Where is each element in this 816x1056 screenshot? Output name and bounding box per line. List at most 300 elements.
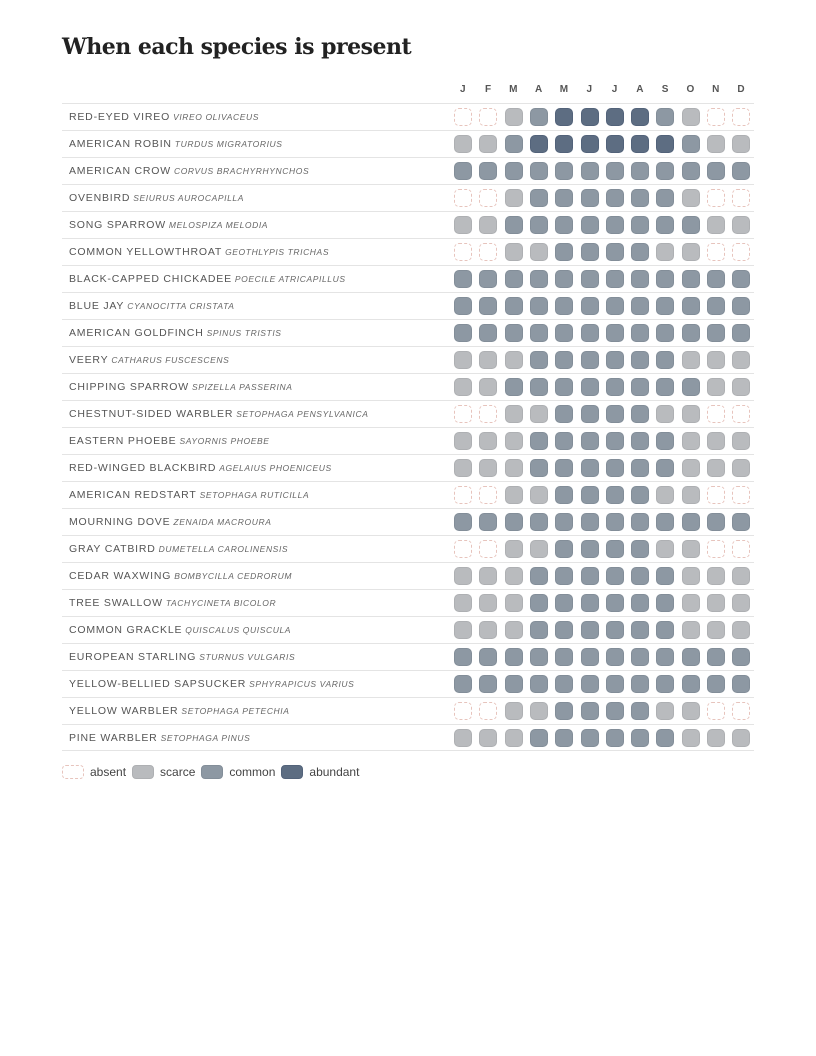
presence-cell-common <box>707 324 725 342</box>
presence-cell-common <box>606 351 624 369</box>
month-label: D <box>737 84 746 95</box>
species-row <box>62 508 754 535</box>
presence-cell-scarce <box>530 243 548 261</box>
presence-cell-scarce <box>454 729 472 747</box>
presence-cell-common <box>631 621 649 639</box>
presence-cell-common <box>656 162 674 180</box>
presence-cell-scarce <box>707 216 725 234</box>
presence-cell-scarce <box>732 567 750 585</box>
presence-cell-common <box>656 189 674 207</box>
presence-cell-scarce <box>682 108 700 126</box>
presence-cell-common <box>606 189 624 207</box>
species-label <box>69 482 309 508</box>
presence-cell-scarce <box>530 702 548 720</box>
presence-cell-scarce <box>682 459 700 477</box>
presence-cell-common <box>530 351 548 369</box>
species-scientific-name: STURNUS VULGARIS <box>199 652 296 662</box>
presence-cell-common <box>606 162 624 180</box>
species-row <box>62 427 754 454</box>
presence-cell-common <box>606 324 624 342</box>
presence-cell-common <box>631 567 649 585</box>
presence-cell-common <box>606 621 624 639</box>
presence-cell-scarce <box>732 459 750 477</box>
presence-cell-absent <box>454 486 472 504</box>
presence-cell-absent <box>732 486 750 504</box>
presence-cell-common <box>732 513 750 531</box>
presence-cell-common <box>631 648 649 666</box>
month-label: A <box>636 84 644 95</box>
presence-cell-common <box>707 297 725 315</box>
presence-cell-common <box>606 432 624 450</box>
presence-cell-common <box>606 486 624 504</box>
presence-cell-common <box>555 702 573 720</box>
presence-cell-absent <box>707 108 725 126</box>
presence-cell-common <box>530 270 548 288</box>
presence-cell-scarce <box>505 567 523 585</box>
species-common-name: BLUE JAY <box>69 300 125 312</box>
presence-cell-absent <box>707 540 725 558</box>
presence-cell-common <box>530 621 548 639</box>
species-scientific-name: POECILE ATRICAPILLUS <box>234 274 346 284</box>
presence-cell-absent <box>454 243 472 261</box>
presence-cell-common <box>555 243 573 261</box>
species-common-name: COMMON YELLOWTHROAT <box>69 246 223 258</box>
species-label <box>69 266 346 292</box>
species-row <box>62 238 754 265</box>
species-row <box>62 346 754 373</box>
legend-item-scarce <box>132 763 195 781</box>
presence-cell-scarce <box>656 405 674 423</box>
presence-cell-common <box>631 513 649 531</box>
presence-cell-scarce <box>707 432 725 450</box>
presence-cell-scarce <box>505 243 523 261</box>
legend-label: absent <box>90 764 127 779</box>
presence-cell-common <box>505 513 523 531</box>
species-common-name: AMERICAN ROBIN <box>69 138 172 150</box>
presence-cell-scarce <box>454 621 472 639</box>
presence-cell-common <box>454 297 472 315</box>
presence-cell-common <box>454 162 472 180</box>
legend-label: scarce <box>160 764 196 779</box>
species-scientific-name: SEIURUS AUROCAPILLA <box>133 193 245 203</box>
presence-cell-common <box>555 432 573 450</box>
species-label <box>69 131 283 157</box>
presence-cell-common <box>581 162 599 180</box>
legend-swatch <box>62 765 84 779</box>
species-scientific-name: BOMBYCILLA CEDRORUM <box>174 571 293 581</box>
presence-cell-common <box>581 216 599 234</box>
chart-title: When each species is present <box>62 34 412 60</box>
presence-cell-scarce <box>656 243 674 261</box>
species-label <box>69 401 368 427</box>
presence-cell-common <box>530 432 548 450</box>
presence-cell-absent <box>732 702 750 720</box>
presence-cell-scarce <box>732 135 750 153</box>
month-label: A <box>535 84 543 95</box>
presence-cell-common <box>606 378 624 396</box>
species-common-name: EASTERN PHOEBE <box>69 435 177 447</box>
species-label <box>69 509 271 535</box>
legend-swatch <box>132 765 154 779</box>
presence-cell-common <box>631 270 649 288</box>
presence-cell-scarce <box>530 540 548 558</box>
month-label: M <box>559 84 569 95</box>
presence-cell-scarce <box>707 567 725 585</box>
presence-cell-abundant <box>555 108 573 126</box>
species-common-name: AMERICAN REDSTART <box>69 489 197 501</box>
presence-cell-common <box>631 675 649 693</box>
presence-cell-scarce <box>454 567 472 585</box>
species-common-name: GRAY CATBIRD <box>69 543 156 555</box>
species-row <box>62 319 754 346</box>
presence-cell-common <box>581 729 599 747</box>
presence-cell-abundant <box>581 135 599 153</box>
species-label <box>69 104 259 130</box>
presence-cell-common <box>656 594 674 612</box>
presence-cell-scarce <box>682 243 700 261</box>
presence-cell-common <box>656 324 674 342</box>
species-row <box>62 724 754 751</box>
species-label <box>69 563 292 589</box>
presence-cell-common <box>631 297 649 315</box>
presence-cell-common <box>505 162 523 180</box>
species-label <box>69 239 329 265</box>
presence-cell-common <box>530 513 548 531</box>
presence-cell-scarce <box>505 621 523 639</box>
presence-cell-common <box>454 270 472 288</box>
species-common-name: BLACK-CAPPED CHICKADEE <box>69 273 232 285</box>
presence-cell-common <box>581 324 599 342</box>
presence-cell-absent <box>454 702 472 720</box>
presence-cell-common <box>682 270 700 288</box>
month-label: J <box>611 84 618 95</box>
presence-cell-common <box>732 270 750 288</box>
presence-cell-common <box>505 270 523 288</box>
presence-cell-common <box>682 324 700 342</box>
presence-cell-common <box>631 459 649 477</box>
species-common-name: EUROPEAN STARLING <box>69 651 197 663</box>
presence-cell-scarce <box>732 432 750 450</box>
presence-cell-common <box>505 648 523 666</box>
presence-cell-common <box>707 513 725 531</box>
month-label: F <box>484 84 492 95</box>
presence-cell-common <box>530 324 548 342</box>
presence-cell-common <box>581 432 599 450</box>
species-scientific-name: MELOSPIZA MELODIA <box>168 220 269 230</box>
presence-cell-common <box>631 405 649 423</box>
presence-cell-scarce <box>479 459 497 477</box>
species-label <box>69 536 288 562</box>
species-scientific-name: TURDUS MIGRATORIUS <box>174 139 283 149</box>
species-common-name: VEERY <box>69 354 109 366</box>
species-row <box>62 454 754 481</box>
presence-cell-common <box>555 324 573 342</box>
presence-cell-common <box>555 459 573 477</box>
presence-cell-common <box>606 567 624 585</box>
presence-cell-scarce <box>479 621 497 639</box>
presence-cell-common <box>479 270 497 288</box>
presence-cell-abundant <box>656 135 674 153</box>
presence-cell-scarce <box>505 108 523 126</box>
presence-cell-common <box>555 729 573 747</box>
presence-cell-scarce <box>707 135 725 153</box>
species-common-name: RED-WINGED BLACKBIRD <box>69 462 217 474</box>
species-scientific-name: CYANOCITTA CRISTATA <box>127 301 235 311</box>
presence-cell-scarce <box>454 351 472 369</box>
presence-cell-scarce <box>732 729 750 747</box>
presence-cell-common <box>682 513 700 531</box>
month-header <box>0 83 816 97</box>
presence-cell-common <box>631 486 649 504</box>
presence-cell-scarce <box>479 567 497 585</box>
presence-cell-absent <box>707 486 725 504</box>
species-label <box>69 725 250 751</box>
species-common-name: RED-EYED VIREO <box>69 111 171 123</box>
presence-cell-abundant <box>530 135 548 153</box>
presence-cell-common <box>631 378 649 396</box>
presence-cell-scarce <box>479 351 497 369</box>
presence-cell-common <box>631 324 649 342</box>
species-scientific-name: DUMETELLA CAROLINENSIS <box>158 544 289 554</box>
species-row <box>62 589 754 616</box>
presence-cell-common <box>530 567 548 585</box>
presence-cell-scarce <box>505 432 523 450</box>
presence-cell-common <box>682 378 700 396</box>
presence-cell-common <box>530 297 548 315</box>
presence-cell-common <box>505 135 523 153</box>
presence-cell-common <box>732 648 750 666</box>
species-label <box>69 293 235 319</box>
species-scientific-name: SPINUS TRISTIS <box>206 328 282 338</box>
presence-cell-abundant <box>555 135 573 153</box>
presence-cell-absent <box>479 702 497 720</box>
species-scientific-name: ZENAIDA MACROURA <box>173 517 272 527</box>
presence-cell-common <box>581 405 599 423</box>
presence-cell-common <box>631 243 649 261</box>
species-scientific-name: CATHARUS FUSCESCENS <box>111 355 230 365</box>
presence-cell-common <box>606 405 624 423</box>
presence-cell-common <box>606 648 624 666</box>
species-common-name: YELLOW WARBLER <box>69 705 179 717</box>
presence-cell-scarce <box>707 621 725 639</box>
presence-cell-common <box>656 729 674 747</box>
presence-cell-common <box>581 297 599 315</box>
month-label: J <box>586 84 593 95</box>
presence-cell-scarce <box>707 594 725 612</box>
presence-cell-scarce <box>505 351 523 369</box>
presence-cell-scarce <box>454 594 472 612</box>
species-label <box>69 698 290 724</box>
presence-cell-scarce <box>682 486 700 504</box>
species-scientific-name: AGELAIUS PHOENICEUS <box>219 463 332 473</box>
month-label: J <box>459 84 467 95</box>
presence-cell-absent <box>479 243 497 261</box>
presence-cell-scarce <box>682 702 700 720</box>
presence-cell-common <box>555 567 573 585</box>
presence-cell-common <box>555 216 573 234</box>
presence-cell-common <box>581 567 599 585</box>
species-label <box>69 617 291 643</box>
presence-cell-common <box>606 675 624 693</box>
presence-cell-common <box>631 216 649 234</box>
species-label <box>69 428 270 454</box>
presence-cell-common <box>682 297 700 315</box>
species-label <box>69 185 244 211</box>
species-common-name: AMERICAN CROW <box>69 165 171 177</box>
presence-cell-scarce <box>454 216 472 234</box>
presence-cell-common <box>631 594 649 612</box>
presence-cell-scarce <box>682 567 700 585</box>
presence-cell-common <box>454 675 472 693</box>
presence-cell-common <box>732 675 750 693</box>
presence-cell-scarce <box>505 729 523 747</box>
presence-cell-scarce <box>505 702 523 720</box>
presence-cell-common <box>581 702 599 720</box>
presence-cell-common <box>555 297 573 315</box>
presence-cell-common <box>656 648 674 666</box>
presence-cell-absent <box>732 405 750 423</box>
presence-cell-common <box>555 378 573 396</box>
species-scientific-name: SAYORNIS PHOEBE <box>179 436 270 446</box>
presence-cell-common <box>530 162 548 180</box>
presence-cell-common <box>530 378 548 396</box>
presence-cell-common <box>732 162 750 180</box>
presence-cell-scarce <box>682 189 700 207</box>
presence-cell-scarce <box>454 459 472 477</box>
presence-cell-common <box>581 243 599 261</box>
presence-cell-scarce <box>732 621 750 639</box>
presence-cell-common <box>555 162 573 180</box>
presence-cell-absent <box>454 189 472 207</box>
presence-cell-scarce <box>656 486 674 504</box>
presence-cell-common <box>656 297 674 315</box>
presence-cell-common <box>555 351 573 369</box>
species-common-name: TREE SWALLOW <box>69 597 163 609</box>
presence-cell-absent <box>479 108 497 126</box>
presence-cell-common <box>505 675 523 693</box>
presence-cell-common <box>656 621 674 639</box>
species-common-name: SONG SPARROW <box>69 219 166 231</box>
presence-cell-absent <box>707 189 725 207</box>
presence-cell-common <box>656 459 674 477</box>
presence-cell-common <box>581 378 599 396</box>
presence-cell-common <box>581 513 599 531</box>
presence-cell-common <box>555 675 573 693</box>
month-label: O <box>686 84 695 95</box>
presence-cell-common <box>656 351 674 369</box>
presence-cell-common <box>530 729 548 747</box>
presence-cell-absent <box>732 243 750 261</box>
presence-cell-absent <box>454 108 472 126</box>
presence-cell-scarce <box>732 378 750 396</box>
species-scientific-name: SETOPHAGA PENSYLVANICA <box>236 409 369 419</box>
species-row <box>62 697 754 724</box>
presence-cell-scarce <box>682 351 700 369</box>
presence-cell-common <box>631 540 649 558</box>
presence-cell-common <box>530 459 548 477</box>
presence-cell-common <box>581 486 599 504</box>
species-scientific-name: SPHYRAPICUS VARIUS <box>249 679 355 689</box>
presence-cell-common <box>606 243 624 261</box>
presence-cell-abundant <box>606 108 624 126</box>
presence-cell-scarce <box>682 621 700 639</box>
legend-item-absent <box>62 763 126 781</box>
presence-cell-common <box>707 675 725 693</box>
presence-cell-abundant <box>631 135 649 153</box>
presence-cell-common <box>606 270 624 288</box>
species-common-name: CHIPPING SPARROW <box>69 381 189 393</box>
presence-cell-absent <box>479 405 497 423</box>
presence-cell-scarce <box>505 459 523 477</box>
species-common-name: COMMON GRACKLE <box>69 624 183 636</box>
presence-cell-absent <box>454 540 472 558</box>
species-row <box>62 400 754 427</box>
presence-cell-absent <box>454 405 472 423</box>
presence-cell-scarce <box>479 378 497 396</box>
presence-cell-common <box>631 189 649 207</box>
presence-cell-abundant <box>606 135 624 153</box>
presence-cell-scarce <box>682 405 700 423</box>
presence-cell-common <box>530 216 548 234</box>
presence-cell-common <box>656 378 674 396</box>
presence-cell-scarce <box>479 729 497 747</box>
presence-cell-common <box>606 729 624 747</box>
presence-cell-common <box>656 108 674 126</box>
presence-cell-common <box>606 216 624 234</box>
presence-cell-absent <box>479 486 497 504</box>
presence-cell-common <box>479 297 497 315</box>
species-scientific-name: SETOPHAGA PETECHIA <box>181 706 290 716</box>
presence-cell-scarce <box>505 540 523 558</box>
presence-cell-common <box>530 108 548 126</box>
presence-cell-common <box>581 270 599 288</box>
presence-cell-common <box>505 378 523 396</box>
presence-cell-absent <box>479 540 497 558</box>
presence-cell-common <box>581 648 599 666</box>
presence-cell-common <box>606 297 624 315</box>
presence-cell-common <box>732 297 750 315</box>
species-row <box>62 157 754 184</box>
presence-cell-common <box>530 594 548 612</box>
presence-cell-common <box>454 513 472 531</box>
presence-grid <box>62 103 754 751</box>
presence-cell-common <box>555 189 573 207</box>
species-row <box>62 643 754 670</box>
species-label <box>69 455 332 481</box>
species-scientific-name: SETOPHAGA PINUS <box>160 733 251 743</box>
species-row <box>62 373 754 400</box>
presence-cell-scarce <box>732 216 750 234</box>
species-row <box>62 103 754 130</box>
presence-cell-common <box>606 594 624 612</box>
presence-cell-common <box>479 648 497 666</box>
presence-cell-common <box>581 675 599 693</box>
species-common-name: PINE WARBLER <box>69 732 158 744</box>
presence-cell-common <box>707 648 725 666</box>
species-row <box>62 481 754 508</box>
presence-cell-scarce <box>530 486 548 504</box>
species-row <box>62 670 754 697</box>
species-scientific-name: CORVUS BRACHYRHYNCHOS <box>173 166 310 176</box>
presence-cell-scarce <box>530 405 548 423</box>
presence-cell-scarce <box>479 135 497 153</box>
presence-cell-common <box>581 351 599 369</box>
presence-cell-common <box>479 324 497 342</box>
month-label: N <box>712 84 720 95</box>
legend-swatch <box>281 765 303 779</box>
presence-cell-common <box>682 675 700 693</box>
presence-cell-scarce <box>707 351 725 369</box>
